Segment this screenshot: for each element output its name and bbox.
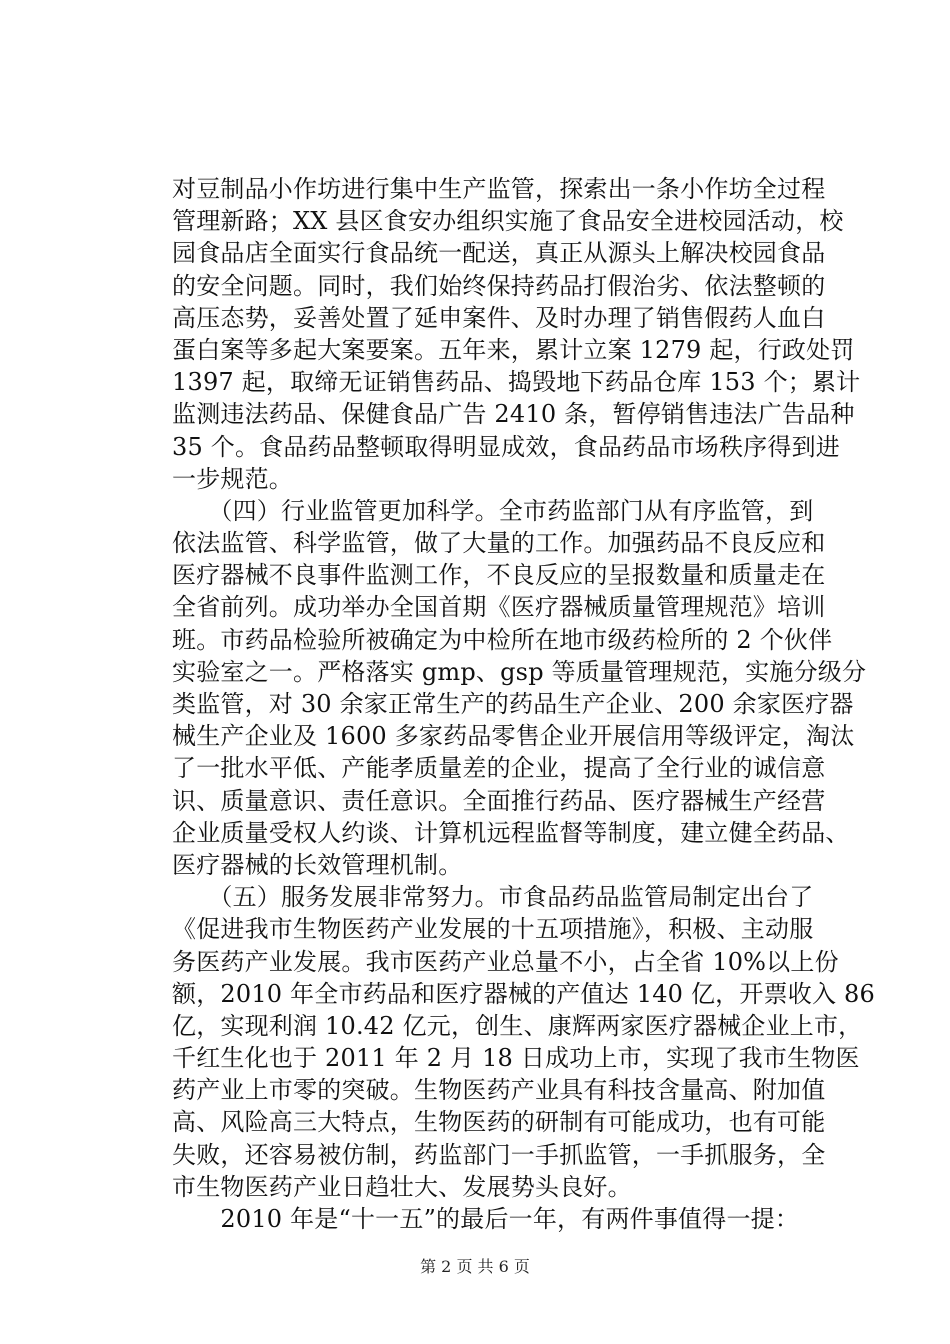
text-line: 对豆制品小作坊进行集中生产监管，探索出一条小作坊全过程 bbox=[172, 175, 826, 203]
text-line: 班。市药品检验所被确定为中检所在地市级药检所的 2 个伙伴 bbox=[172, 625, 833, 654]
page-footer: 第 2 页 共 6 页 bbox=[420, 1257, 530, 1276]
text-line: 高、风险高三大特点，生物医药的研制有可能成功，也有可能 bbox=[172, 1108, 826, 1137]
text-line: 全省前列。成功举办全国首期《医疗器械质量管理规范》培训 bbox=[172, 593, 826, 622]
text-line: 蛋白案等多起大案要案。五年来，累计立案 1279 起，行政处罚 bbox=[172, 335, 855, 364]
text-line: （五）服务发展非常努力。市食品药品监管局制定出台了 bbox=[172, 883, 814, 912]
text-line: （四）行业监管更加科学。全市药监部门从有序监管，到 bbox=[172, 496, 814, 525]
text-line: 市生物医药产业日趋壮大、发展势头良好。 bbox=[172, 1172, 632, 1201]
text-line: 实验室之一。严格落实 gmp、gsp 等质量管理规范，实施分级分 bbox=[172, 657, 867, 686]
text-line: 械生产企业及 1600 多家药品零售企业开展信用等级评定，淘汰 bbox=[172, 722, 855, 751]
text-line: 园食品店全面实行食品统一配送，真正从源头上解决校园食品 bbox=[172, 239, 826, 268]
text-line: 高压态势，妥善处置了延申案件、及时办理了销售假药人血白 bbox=[172, 303, 826, 332]
text-line: 额，2010 年全市药品和医疗器械的产值达 140 亿，开票收入 86 bbox=[172, 979, 875, 1008]
text-line: 依法监管、科学监管，做了大量的工作。加强药品不良反应和 bbox=[172, 529, 826, 558]
text-line: 企业质量受权人约谈、计算机远程监督等制度，建立健全药品、 bbox=[172, 818, 850, 847]
text-line: 千红生化也于 2011 年 2 月 18 日成功上市，实现了我市生物医 bbox=[172, 1044, 860, 1073]
text-line: 医疗器械不良事件监测工作，不良反应的呈报数量和质量走在 bbox=[172, 561, 826, 590]
text-line: 35 个。食品药品整顿取得明显成效，食品药品市场秩序得到进 bbox=[172, 432, 840, 461]
text-line: 识、质量意识、责任意识。全面推行药品、医疗器械生产经营 bbox=[172, 786, 826, 815]
body-text bbox=[172, 173, 875, 1235]
text-line: 1397 起，取缔无证销售药品、捣毁地下药品仓库 153 个；累计 bbox=[172, 368, 861, 397]
text-line: 管理新路；XX 县区食安办组织实施了食品安全进校园活动，校 bbox=[172, 207, 844, 236]
text-line: 2010 年是“十一五”的最后一年，有两件事值得一提： bbox=[172, 1205, 800, 1233]
text-line: 务医药产业发展。我市医药产业总量不小，占全省 10%以上份 bbox=[172, 947, 839, 976]
text-line: 亿，实现利润 10.42 亿元，创生、康辉两家医疗器械企业上市， bbox=[172, 1011, 863, 1040]
text-line: 的安全问题。同时，我们始终保持药品打假治劣、依法整顿的 bbox=[172, 271, 826, 300]
text-line: 医疗器械的长效管理机制。 bbox=[172, 850, 463, 879]
text-line: 了一批水平低、产能孝质量差的企业，提高了全行业的诚信意 bbox=[172, 754, 826, 783]
text-line: 一步规范。 bbox=[172, 464, 293, 493]
text-line: 《促进我市生物医药产业发展的十五项措施》，积极、主动服 bbox=[172, 915, 814, 944]
text-line: 药产业上市零的突破。生物医药产业具有科技含量高、附加值 bbox=[172, 1076, 826, 1105]
text-line: 失败，还容易被仿制，药监部门一手抓监管，一手抓服务，全 bbox=[172, 1140, 826, 1169]
text-line: 类监管，对 30 余家正常生产的药品生产企业、200 余家医疗器 bbox=[172, 690, 854, 718]
text-line: 监测违法药品、保健食品广告 2410 条，暂停销售违法广告品种 bbox=[172, 400, 855, 429]
